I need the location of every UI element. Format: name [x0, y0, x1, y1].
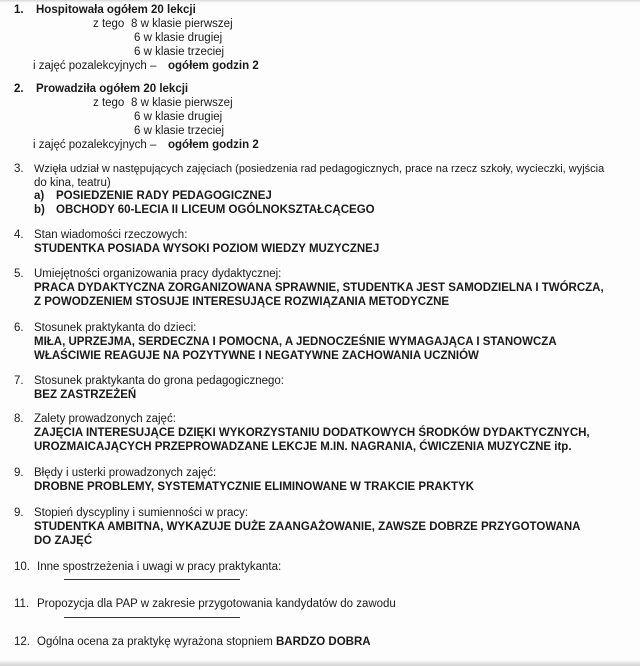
- section-number: 5.: [14, 268, 24, 280]
- section-number: 9.: [14, 467, 24, 479]
- blank-answer-line: [64, 617, 240, 618]
- breakdown-prefix: z tego: [93, 18, 125, 30]
- section-label: Stan wiadomości rzeczowych:: [34, 229, 188, 241]
- section-answer: MIŁA, UPRZEJMA, SERDECZNA I POMOCNA, A JEDNOCZEŚNIE WYMAGAJĄCA I STANOWCZA: [34, 336, 557, 348]
- blank-answer-line: [64, 579, 240, 580]
- section-title: Hospitowała ogółem 20 lekcji: [36, 4, 196, 16]
- section-label: Stopień dyscypliny i sumienności w pracy:: [34, 507, 249, 519]
- list-marker: b): [34, 204, 45, 216]
- section-label: Inne spostrzeżenia i uwagi w pracy praktykanta:: [37, 561, 282, 573]
- section-number: 4.: [14, 229, 24, 241]
- section-number: 3.: [14, 163, 24, 175]
- section-answer: ZAJĘCIA INTERESUJĄCE DZIĘKI WYKORZYSTANIU DODATKOWYCH ŚRODKÓW DYDAKTYCZNYCH,: [34, 427, 590, 439]
- section-number: 6.: [14, 322, 24, 334]
- section-label: Zalety prowadzonych zajęć:: [34, 413, 176, 425]
- section-answer: Z POWODZENIEM STOSUJE INTERESUJĄCE ROZWIĄZANIA METODYCZNE: [34, 296, 450, 308]
- section-number: 8.: [14, 413, 24, 425]
- list-marker: a): [34, 190, 45, 202]
- section-label: Umiejętności organizowania pracy dydaktycznej:: [34, 268, 282, 280]
- list-item: OBCHODY 60-LECIA II LICEUM OGÓLNOKSZTAŁCĄCEGO: [56, 204, 375, 216]
- section-number: 2.: [14, 83, 24, 95]
- list-item: POSIEDZENIE RADY PEDAGOGICZNEJ: [56, 190, 272, 202]
- section-number: 11.: [14, 598, 30, 610]
- breakdown-row: 6 w klasie drugiej: [134, 32, 223, 44]
- section-number: 12.: [14, 636, 30, 648]
- section-answer: DO ZAJĘĆ: [34, 535, 93, 547]
- breakdown-row: 8 w klasie pierwszej: [131, 18, 233, 30]
- section-number: 1.: [14, 4, 24, 16]
- section-label: Stosunek praktykanta do dzieci:: [34, 322, 197, 334]
- section-answer: STUDENTKA POSIADA WYSOKI POZIOM WIEDZY MUZYCZNEJ: [34, 243, 380, 255]
- section-answer: PRACA DYDAKTYCZNA ZORGANIZOWANA SPRAWNIE, STUDENTKA JEST SAMODZIELNA I TWÓRCZA,: [34, 282, 604, 294]
- section-answer: BEZ ZASTRZEŻEŃ: [34, 389, 137, 401]
- section-number: 10.: [14, 561, 30, 573]
- breakdown-row: 6 w klasie trzeciej: [134, 46, 225, 58]
- breakdown-row: 6 w klasie trzeciej: [134, 125, 225, 137]
- extracurricular-label: i zajęć pozalekcyjnych –: [33, 139, 157, 151]
- final-grade: BARDZO DOBRA: [276, 636, 371, 648]
- section-label: Ogólna ocena za praktykę wyrażona stopniem: [37, 636, 273, 648]
- section-answer: UROZMAICAJĄCYCH PRZEPROWADZANE LEKCJE M.IN. NAGRANIA, ĆWICZENIA MUZYCZNE itp.: [34, 441, 572, 453]
- section-number: 9.: [14, 507, 24, 519]
- section-label: Stosunek praktykanta do grona pedagogicznego:: [34, 375, 284, 387]
- section-answer: DROBNE PROBLEMY, SYSTEMATYCZNIE ELIMINOWANE W TRAKCIE PRAKTYK: [34, 481, 474, 493]
- section-label: Wzięła udział w następujących zajęciach (posiedzenia rad pedagogicznych, prace na rzecz szkoły, wycieczki, wyjścia: [34, 163, 605, 175]
- breakdown-prefix: z tego: [93, 97, 125, 109]
- section-label: Propozycja dla PAP w zakresie przygotowania kandydatów do zawodu: [37, 598, 396, 610]
- breakdown-row: 8 w klasie pierwszej: [131, 97, 233, 109]
- extracurricular-value: ogółem godzin 2: [168, 60, 259, 72]
- extracurricular-label: i zajęć pozalekcyjnych –: [33, 60, 157, 72]
- section-answer: WŁAŚCIWIE REAGUJE NA POZYTYWNE I NEGATYWNE ZACHOWANIA UCZNIÓW: [34, 350, 479, 362]
- scan-edge-bottom: [0, 660, 640, 666]
- extracurricular-value: ogółem godzin 2: [168, 139, 259, 151]
- section-label: Błędy i usterki prowadzonych zajęć:: [34, 467, 217, 479]
- section-answer: STUDENTKA AMBITNA, WYKAZUJE DUŻE ZAANGAŻOWANIE, ZAWSZE DOBRZE PRZYGOTOWANA: [34, 521, 581, 533]
- section-title: Prowadziła ogółem 20 lekcji: [36, 83, 189, 95]
- section-label-cont: do kina, teatru): [34, 177, 111, 189]
- section-number: 7.: [14, 375, 24, 387]
- breakdown-row: 6 w klasie drugiej: [134, 111, 223, 123]
